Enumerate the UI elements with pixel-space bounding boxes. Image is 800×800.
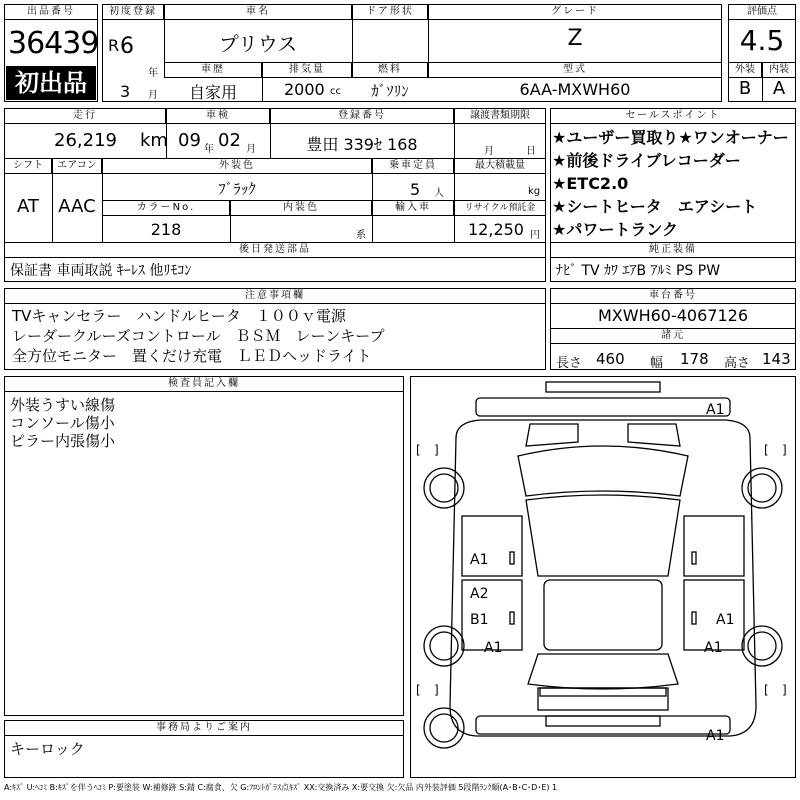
office-label: 事務局よりご案内 [4,720,404,736]
svg-text:]: ] [434,443,439,457]
notes-label: 注意事項欄 [4,288,546,304]
exterior-color-value: ﾌﾞﾗｯｸ [218,180,256,198]
svg-text:]: ] [434,683,439,697]
svg-text:]: ] [782,443,787,457]
sales-point: ★ユーザー買取り★ワンオーナー [552,128,789,147]
displacement-value: 2000 [284,80,325,99]
sales-point: ★ETC2.0 [552,174,629,193]
damage-mark: A1 [706,728,725,744]
interior-score-label: 内装 [762,62,796,78]
damage-mark: A2 [470,586,489,602]
sales-points-label: セールスポイント [550,108,796,124]
inspection-month: 02 [218,130,241,151]
interior-color-label: 内装色 [230,200,372,216]
max-load-unit: kg [528,186,541,197]
transfer-label: 譲渡書類期限 [454,108,546,124]
model-label: 型式 [428,62,722,78]
displacement-unit: cc [330,86,341,97]
car-name: プリウス [218,32,298,56]
inspector-line: ピラー内張傷小 [10,432,116,450]
recycle-unit: 円 [530,230,540,241]
max-load-label: 最大積載量 [454,158,546,174]
exterior-score-label: 外装 [728,62,762,78]
score-label: 評価点 [728,4,796,20]
shift-value: AT [17,196,39,217]
shift-label: シフト [4,158,52,174]
sales-point: ★前後ドライブレコーダー [552,151,741,170]
inspector-line: コンソール傷小 [10,414,115,432]
length-value: 460 [596,350,625,368]
color-no-label: カラーNo. [102,200,230,216]
door-label: ドア形状 [352,4,428,20]
inspector-label: 検査員記入欄 [4,376,404,392]
exterior-color-label: 外装色 [102,158,372,174]
lot-number: 36439 [8,26,99,61]
registration-value: 豊田 339ｾ 168 [306,135,418,154]
damage-mark: A1 [704,640,723,656]
equipment-label: 純正装備 [550,242,796,258]
aircon-value: AAC [58,196,96,217]
sales-point: ★シートヒータ エアシート [552,197,758,216]
equipment-value: ﾅﾋﾞ TV ｶﾜ ｴｱB ｱﾙﾐ PS PW [556,263,721,279]
later-parts-label: 後日発送部品 [4,242,546,258]
model-value: 6AA-MXWH60 [519,80,631,99]
mileage-unit: km [140,130,168,151]
notes-list [12,306,384,366]
interior-color-unit: 系 [356,230,366,241]
registration-label: 登録番号 [270,108,454,124]
inspection-label: 車検 [166,108,270,124]
length-label: 長さ [556,356,583,371]
inspection-year: 09 [178,130,201,151]
mileage-label: 走行 [4,108,166,124]
first-reg-year-unit: 年 [148,68,158,79]
height-label: 高さ [724,356,751,371]
inspection-month-unit: 月 [246,144,256,155]
width-value: 178 [680,350,709,368]
recycle-label: リサイクル預託金 [454,200,546,216]
damage-mark: B1 [470,612,489,628]
lot-label: 出品番号 [4,4,98,20]
displacement-label: 排気量 [262,62,352,78]
history-value: 自家用 [188,83,237,102]
svg-text:[: [ [764,443,769,457]
chassis-label: 車台番号 [550,288,796,304]
damage-mark: A1 [716,612,735,628]
capacity-label: 乗車定員 [372,158,454,174]
height-value: 143 [762,350,791,368]
aircon-label: エアコン [52,158,102,174]
office-value: キーロック [10,740,85,758]
svg-text:[: [ [764,683,769,697]
first-reg-year: 6 [120,34,134,59]
damage-mark: A1 [470,552,489,568]
width-label: 幅 [650,356,664,371]
first-reg-label: 初度登録 [102,4,164,20]
color-no-value: 218 [150,220,182,239]
svg-text:[: [ [416,683,421,697]
score-value: 4.5 [739,24,785,57]
svg-text:]: ] [782,683,787,697]
fuel-label: 燃料 [352,62,428,78]
chassis-value: MXWH60-4067126 [597,306,748,325]
sales-points-list [552,126,789,241]
car-name-label: 車名 [164,4,352,20]
mileage-value: 26,219 [54,130,117,151]
transfer-day-unit: 日 [526,146,536,157]
exterior-score: B [738,78,752,99]
sales-point: ★パワートランク [552,220,679,239]
grade-value: Z [567,26,583,51]
damage-mark: A1 [706,402,725,418]
first-reg-month: 3 [120,82,131,101]
inspector-list [10,396,115,450]
note-line: レーダークルーズコントロール ＢＳＭ レーンキープ [12,327,385,345]
first-reg-month-unit: 月 [148,90,158,101]
first-listing-badge: 初出品 [6,66,96,100]
later-parts-value: 保証書 車両取説 ｷｰﾚｽ 他ﾘﾓｺﾝ [10,263,192,279]
transfer-month-unit: 月 [484,146,494,157]
capacity-unit: 人 [434,188,444,199]
recycle-value: 12,250 [468,220,524,239]
import-label: 輸入車 [372,200,454,216]
specs-label: 諸元 [550,328,796,344]
grade-label: グレード [428,4,722,20]
interior-score: A [772,78,786,99]
note-line: 全方位モニター 置くだけ充電 ＬＥＤヘッドライト [12,347,372,365]
damage-mark: A1 [484,640,503,656]
note-line: TVキャンセラー ハンドルヒータ １００ｖ電源 [12,307,346,325]
first-reg-era: R [108,36,120,55]
capacity-value: 5 [410,180,421,199]
car-diagram [410,376,796,778]
svg-text:[: [ [416,443,421,457]
fuel-value: ｶﾞｿﾘﾝ [371,82,409,100]
history-label: 車歴 [164,62,262,78]
legend: A:ｷｽﾞ U:ﾍｺﾐ B:ｷｽﾞを伴うﾍｺﾐ P:要塗装 W:補修跡 S:錆 C:腐食、欠 G:ﾌﾛﾝﾄｶﾞﾗｽ点ｷｽﾞ XX:交換済み X:要交換 欠:欠品 内外装評価 5段階ﾗﾝｸ順(A･B･C･D･E) 1 [4,783,558,792]
inspection-year-unit: 年 [204,144,214,155]
inspector-line: 外装うすい線傷 [10,396,116,414]
